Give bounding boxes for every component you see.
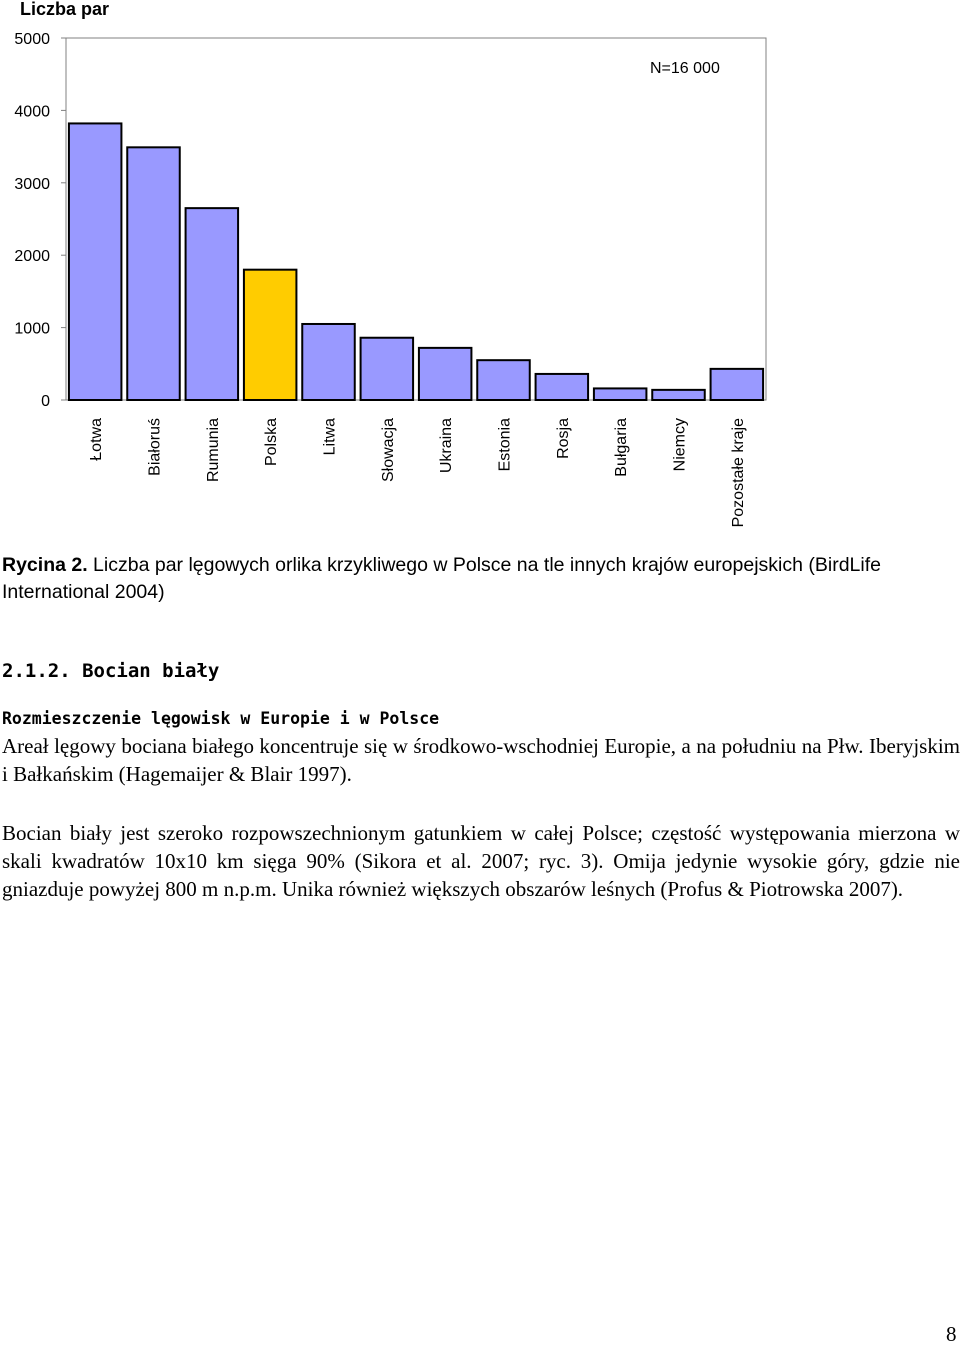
x-tick-label: Bułgaria [613,418,631,477]
x-axis-labels [88,418,747,527]
y-tick-label: 2000 [14,248,50,266]
paragraph-distribution: Bocian biały jest szeroko rozpowszechnionym gatunkiem w całej Polsce; częstość występowania mierzona w skali kwadratów 10x10 km sięga 90% (Sikora et al. 2007; ryc. 3). Omija jedynie wysokie góry, gdzie nie gniazduje powyżej 800 m n.p.m. Unika również większych obszarów leśnych (Profus & Piotrowska 2007). [2,821,960,901]
bar-11 [711,369,764,400]
y-axis-ticks [14,31,66,410]
bar-2 [186,208,239,400]
x-tick-label: Rumunia [204,418,222,483]
bar-1 [127,147,180,400]
x-tick-label: Słowacja [379,418,397,483]
bar-6 [419,348,472,400]
bar-0 [69,123,122,400]
bar-7 [477,360,530,400]
x-tick-label: Pozostałe kraje [729,418,747,528]
paragraph-range: Areał lęgowy bociana białego koncentruje się w środkowo-wschodniej Europie, a na południu na Płw. Iberyjskim i Bałkańskim (Hagemaijer & Blair 1997). [2,734,960,786]
x-tick-label: Białoruś [146,418,164,476]
y-tick-label: 1000 [14,320,50,338]
bars [69,123,763,400]
bar-8 [536,374,589,400]
y-tick-label: 5000 [14,31,50,48]
bar-9 [594,388,647,400]
x-tick-label: Ukraina [438,418,456,474]
y-tick-label: 4000 [14,103,50,121]
caption-label: Rycina 2. [2,554,88,576]
subsection-heading: Rozmieszczenie lęgowisk w Europie i w Polsce [2,709,440,728]
figure-caption [2,552,952,606]
sample-size-annotation: N=16 000 [650,60,720,77]
section-heading: 2.1.2. Bocian biały [2,660,220,682]
bar-3 [244,270,297,400]
x-tick-label: Estonia [496,418,514,472]
bar-5 [361,338,414,400]
y-tick-label: 0 [41,393,50,410]
x-tick-label: Polska [263,418,281,467]
page-number: 8 [946,1322,957,1346]
y-axis-label: Liczba par [20,0,110,19]
x-tick-label: Niemcy [671,418,689,472]
bar-10 [652,390,705,400]
x-tick-label: Rosja [554,418,572,459]
bar-chart [0,0,960,540]
bar-4 [302,324,355,400]
y-tick-label: 3000 [14,175,50,193]
x-tick-label: Łotwa [88,418,106,461]
x-tick-label: Litwa [321,418,339,456]
caption-text: Liczba par lęgowych orlika krzykliwego w Polsce na tle innych krajów europejskich (BirdLife International 2004) [2,554,881,603]
